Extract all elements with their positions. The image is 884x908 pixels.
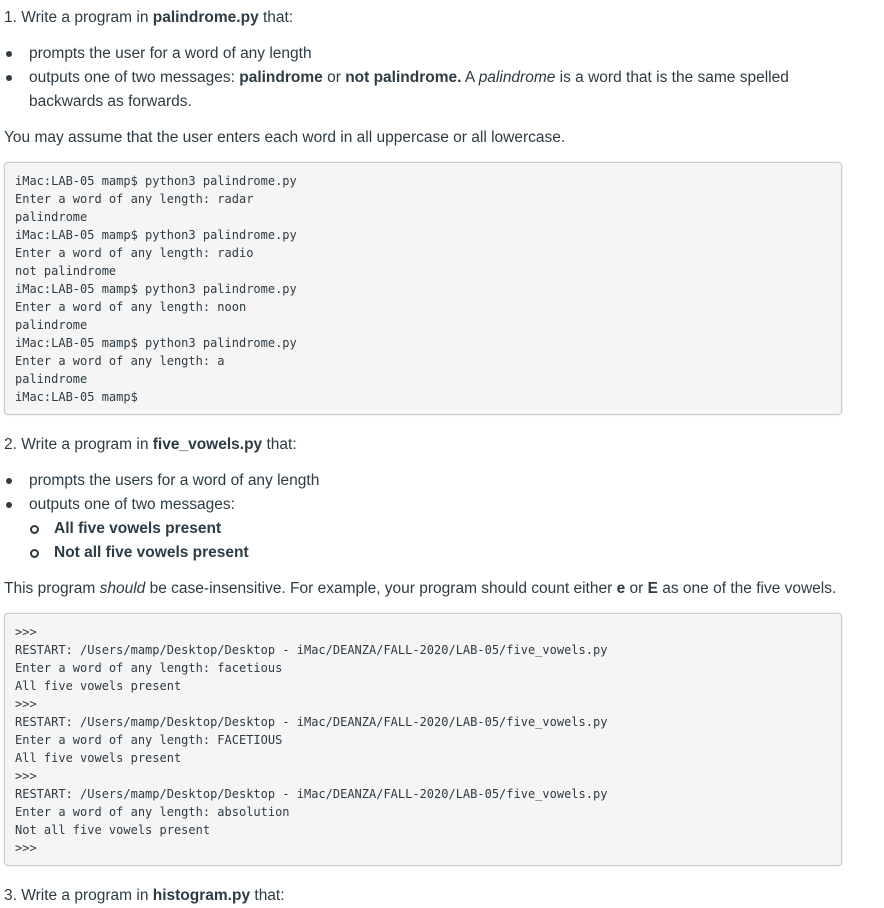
list-item <box>4 42 842 66</box>
terminal-line: iMac:LAB-05 mamp$ <box>15 390 138 404</box>
terminal-line: >>> <box>15 841 37 855</box>
bullet-text: prompts the user for a word of any length <box>29 45 312 62</box>
terminal-line: palindrome <box>15 372 88 386</box>
note-text: This program <box>4 580 100 597</box>
terminal-line: iMac:LAB-05 mamp$ python3 palindrome.py <box>15 174 297 188</box>
terminal-line: iMac:LAB-05 mamp$ python3 palindrome.py <box>15 336 297 350</box>
terminal-line: RESTART: /Users/mamp/Desktop/Desktop - iMac/DEANZA/FALL-2020/LAB-05/five_vowels.py <box>15 787 608 801</box>
list-item <box>4 493 842 517</box>
note-letter-lower: e <box>616 580 626 597</box>
note-text: as one of the five vowels. <box>657 580 837 597</box>
terminal-output-five-vowels <box>4 613 842 866</box>
bullet-text: A <box>461 69 479 86</box>
note-text: or <box>625 580 648 597</box>
section-2-number: 2. Write a program in <box>4 436 153 453</box>
section-2-suffix: that: <box>262 436 297 453</box>
section-3-number: 3. Write a program in <box>4 887 153 904</box>
terminal-line: Not all five vowels present <box>15 823 211 837</box>
note-emphasis: should <box>99 580 146 597</box>
terminal-line: RESTART: /Users/mamp/Desktop/Desktop - iMac/DEANZA/FALL-2020/LAB-05/five_vowels.py <box>15 643 608 657</box>
terminal-line: Enter a word of any length: radar <box>15 192 254 206</box>
section-2-note <box>4 577 842 601</box>
note-letter-upper: E <box>647 580 658 597</box>
terminal-line: All five vowels present <box>15 751 182 765</box>
terminal-line: RESTART: /Users/mamp/Desktop/Desktop - iMac/DEANZA/FALL-2020/LAB-05/five_vowels.py <box>15 715 608 729</box>
terminal-output-palindrome <box>4 162 842 415</box>
terminal-line: Enter a word of any length: facetious <box>15 661 283 675</box>
terminal-line: iMac:LAB-05 mamp$ python3 palindrome.py <box>15 228 297 242</box>
terminal-line: Enter a word of any length: a <box>15 354 225 368</box>
message-palindrome: palindrome <box>239 69 323 86</box>
section-3-suffix: that: <box>250 887 285 904</box>
terminal-line: >>> <box>15 625 37 639</box>
bullet-text: is a word that is the same spelled backwards as forwards. <box>29 69 789 110</box>
section-2-filename: five_vowels.py <box>152 436 263 453</box>
note-text: be case-insensitive. For example, your program should count either <box>145 580 617 597</box>
section-2-heading <box>4 427 842 457</box>
section-3-filename: histogram.py <box>152 887 251 904</box>
section-1-number: 1. Write a program in <box>4 9 153 26</box>
term-palindrome: palindrome <box>478 69 556 86</box>
terminal-line: Enter a word of any length: FACETIOUS <box>15 733 283 747</box>
section-3-heading <box>4 878 842 908</box>
section-1-filename: palindrome.py <box>152 9 259 26</box>
section-1-heading <box>4 0 842 30</box>
terminal-line: Enter a word of any length: absolution <box>15 805 290 819</box>
bullet-text: prompts the users for a word of any length <box>29 472 320 489</box>
bullet-text: outputs one of two messages: <box>29 496 235 513</box>
list-item: All five vowels present <box>4 517 842 541</box>
list-item: Not all five vowels present <box>4 541 842 565</box>
section-2-sub-bullets <box>4 517 842 565</box>
bullet-text: or <box>322 69 346 86</box>
terminal-line: palindrome <box>15 210 88 224</box>
section-1-suffix: that: <box>258 9 294 26</box>
terminal-line: >>> <box>15 769 37 783</box>
terminal-line: iMac:LAB-05 mamp$ python3 palindrome.py <box>15 282 297 296</box>
terminal-line: All five vowels present <box>15 679 182 693</box>
terminal-line: Enter a word of any length: radio <box>15 246 254 260</box>
terminal-line: >>> <box>15 697 37 711</box>
section-1-note: You may assume that the user enters each word in all uppercase or all lowercase. <box>4 129 566 146</box>
terminal-line: not palindrome <box>15 264 117 278</box>
list-item <box>4 469 842 493</box>
section-2-bullets <box>4 469 842 517</box>
message-not-palindrome: not palindrome. <box>345 69 462 86</box>
list-item <box>4 66 842 114</box>
terminal-line: Enter a word of any length: noon <box>15 300 247 314</box>
terminal-line: palindrome <box>15 318 88 332</box>
section-1-bullets <box>4 42 842 114</box>
bullet-text: outputs one of two messages: <box>29 69 240 86</box>
